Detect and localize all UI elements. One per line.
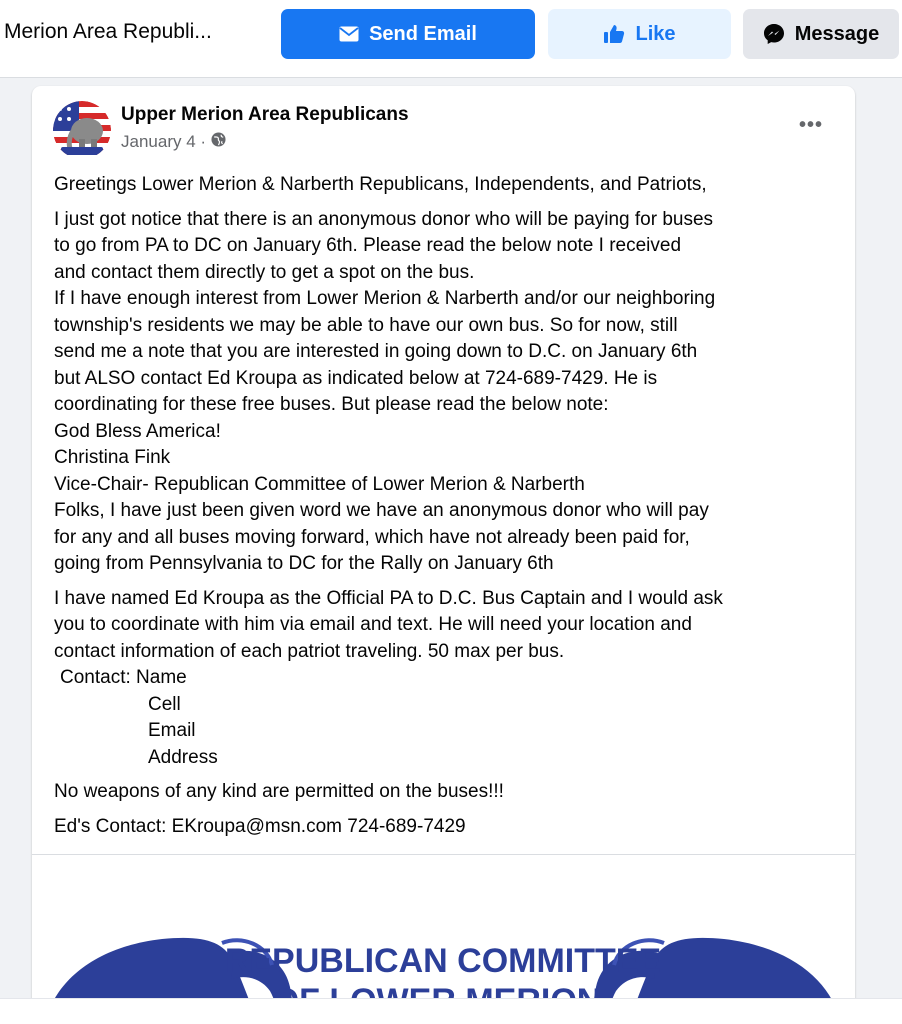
paragraph bbox=[54, 779, 844, 806]
envelope-icon bbox=[339, 26, 359, 42]
text-line: Folks, I have just been given word we have an anonymous donor who will pay bbox=[54, 500, 709, 521]
text-line: God Bless America! bbox=[54, 420, 221, 442]
text-line: I just got notice that there is an anonymous donor who will be paying for buses bbox=[54, 208, 714, 230]
text-line: Christina Fink bbox=[54, 447, 171, 468]
paragraph bbox=[54, 207, 844, 578]
post-date[interactable]: January 4 · bbox=[121, 132, 207, 151]
page-name[interactable]: Merion Area Republi... bbox=[4, 20, 212, 43]
page-header bbox=[0, 0, 902, 78]
post-body bbox=[54, 172, 844, 848]
contact-field: Address bbox=[148, 746, 218, 768]
text-line: If I have enough interest from Lower Merion & Narberth and/or our neighboring bbox=[54, 288, 716, 309]
like-button[interactable] bbox=[548, 9, 731, 59]
text-line: Ed's Contact: EKroupa@msn.com 724-689-7429 bbox=[54, 815, 466, 837]
text-line: but ALSO contact Ed Kroupa as indicated below at 724-689-7429. He is bbox=[54, 367, 658, 389]
paragraph bbox=[54, 814, 844, 841]
text-line: coordinating for these free buses. But please read the below note: bbox=[54, 394, 609, 415]
contact-label: Contact: Name bbox=[60, 667, 187, 688]
like-label: Like bbox=[635, 22, 676, 45]
post-author[interactable]: Upper Merion Area Republicans bbox=[121, 104, 409, 125]
avatar[interactable] bbox=[53, 101, 111, 159]
contact-field: Cell bbox=[148, 693, 181, 715]
contact-field: Email bbox=[148, 720, 196, 741]
post-meta bbox=[121, 132, 226, 152]
paragraph bbox=[54, 586, 844, 772]
bottom-strip bbox=[0, 998, 902, 1024]
text-line: for any and all buses moving forward, which have not already been paid for, bbox=[54, 526, 690, 548]
post-card bbox=[32, 86, 855, 1024]
send-email-label: Send Email bbox=[369, 22, 477, 45]
text-line: Greetings Lower Merion & Narberth Republicans, Independents, and Patriots, bbox=[54, 174, 707, 195]
text-line: and contact them directly to get a spot on the bus. bbox=[54, 261, 475, 283]
text-line: I have named Ed Kroupa as the Official PA to D.C. Bus Captain and I would ask bbox=[54, 587, 723, 609]
text-line: township's residents we may be able to have our own bus. So for now, still bbox=[54, 314, 678, 336]
message-label: Message bbox=[794, 22, 880, 45]
paragraph bbox=[54, 172, 844, 199]
text-line: send me a note that you are interested in going down to D.C. on January 6th bbox=[54, 341, 698, 362]
text-line: you to coordinate with him via email and text. He will need your location and bbox=[54, 614, 692, 635]
text-line: contact information of each patriot traveling. 50 max per bus. bbox=[54, 640, 565, 662]
more-options-icon[interactable]: ••• bbox=[798, 114, 823, 136]
thumbs-up-icon bbox=[603, 24, 625, 44]
send-email-button[interactable] bbox=[281, 9, 535, 59]
text-line: going from Pennsylvania to DC for the Rally on January 6th bbox=[54, 553, 554, 574]
globe-icon bbox=[211, 132, 226, 152]
banner-title: REPUBLICAN COMMITTEE bbox=[224, 942, 662, 980]
text-line: No weapons of any kind are permitted on the buses!!! bbox=[54, 781, 504, 802]
messenger-icon bbox=[763, 23, 785, 45]
message-button[interactable] bbox=[743, 9, 899, 59]
text-line: Vice-Chair- Republican Committee of Lower Merion & Narberth bbox=[54, 473, 585, 495]
text-line: to go from PA to DC on January 6th. Please read the below note I received bbox=[54, 235, 682, 256]
